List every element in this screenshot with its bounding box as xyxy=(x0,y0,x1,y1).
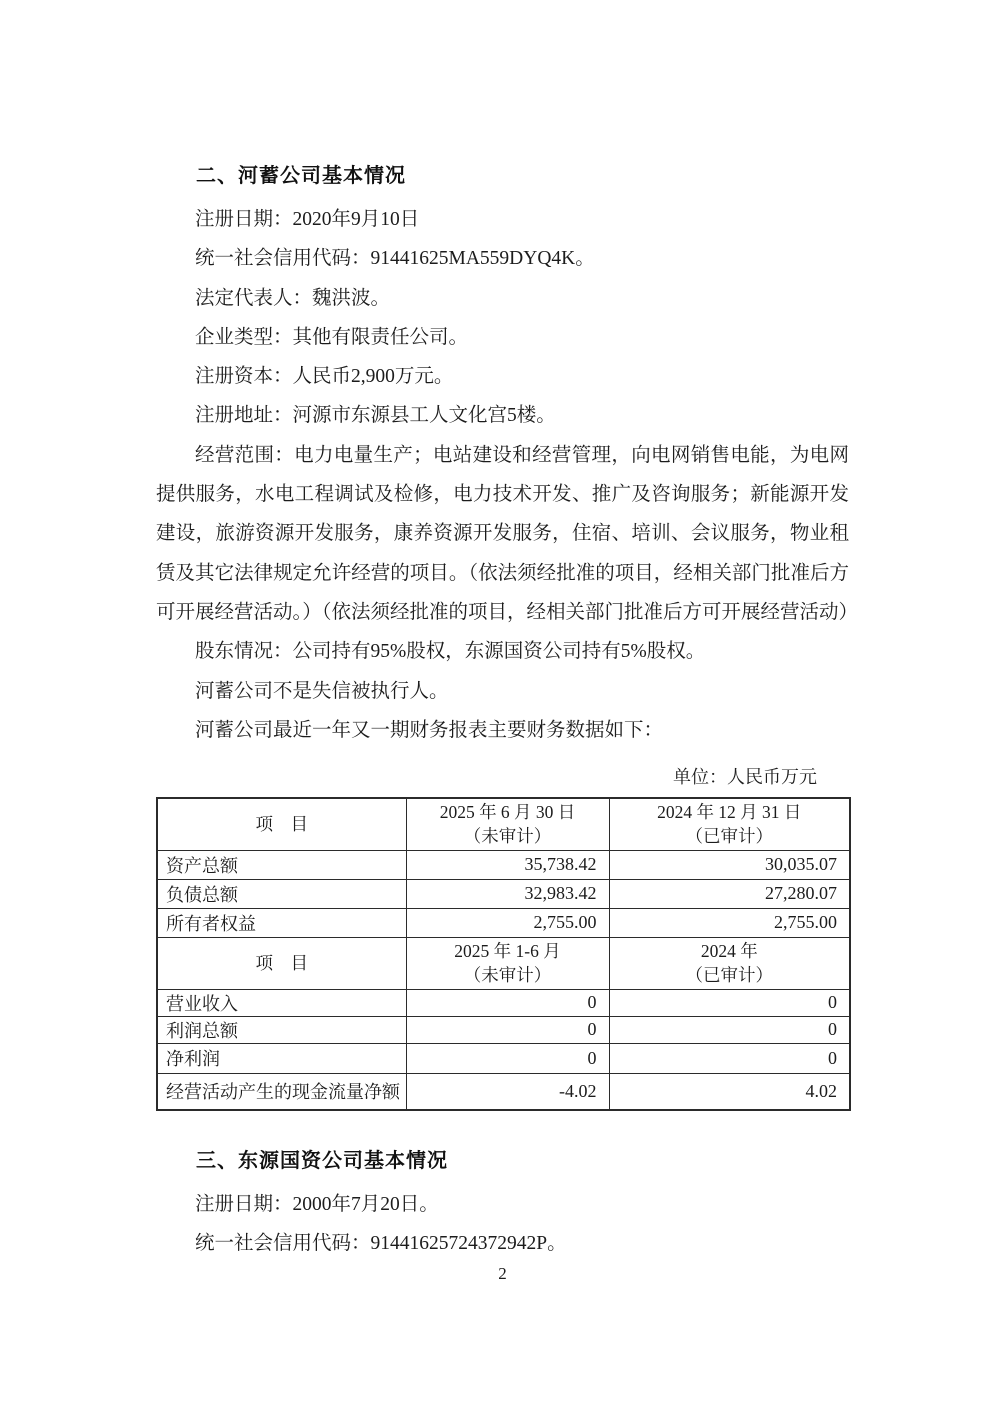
credit-status-line: 河蓄公司不是失信被执行人。 xyxy=(195,680,449,702)
income-header-col1-period: 2025 年 1-6 月 xyxy=(454,941,561,962)
page-number: 2 xyxy=(498,1263,507,1283)
row-value-col2: 2,755.00 xyxy=(609,908,850,937)
row-value-col1: 0 xyxy=(406,1016,609,1043)
balance-header-col2-cell xyxy=(609,798,850,850)
income-header-col1-audit: （未审计） xyxy=(463,965,552,986)
registered-address-line: 注册地址：河源市东源县工人文化宫5楼。 xyxy=(195,405,556,427)
balance-header-col2-audit: （已审计） xyxy=(685,826,773,847)
row-label: 所有者权益 xyxy=(157,908,406,937)
balance-header-col2-date: 2024 年 12 月 31 日 xyxy=(657,802,802,823)
shareholders-line: 股东情况：公司持有95%股权，东源国资公司持有5%股权。 xyxy=(195,641,706,663)
income-header-row xyxy=(157,937,850,989)
row-value-col1: 0 xyxy=(406,1043,609,1073)
credit-code-line: 统一社会信用代码：91441625MA559DYQ4K。 xyxy=(195,248,595,270)
page-content xyxy=(156,0,859,1284)
table-row-owners-equity xyxy=(157,908,850,937)
row-label: 净利润 xyxy=(157,1043,406,1073)
balance-header-col1-date: 2025 年 6 月 30 日 xyxy=(439,802,576,823)
table-intro-line: 河蓄公司最近一年又一期财务报表主要财务数据如下： xyxy=(195,719,664,741)
balance-header-col1-cell xyxy=(406,798,609,850)
row-label: 资产总额 xyxy=(157,850,406,879)
table-row-total-assets xyxy=(157,850,850,879)
row-label: 营业收入 xyxy=(157,989,406,1016)
registration-date-line: 注册日期：2020年9月10日 xyxy=(195,209,420,230)
balance-header-item-cell: 项 目 xyxy=(157,798,406,850)
table-row-total-profit xyxy=(157,1016,850,1043)
section-heading-dongyuan: 三、东源国资公司基本情况 xyxy=(196,1150,448,1173)
row-value-col1: 2,755.00 xyxy=(406,908,609,937)
table-row-operating-revenue xyxy=(157,989,850,1016)
balance-header-col1-audit: （未审计） xyxy=(463,826,552,847)
legal-representative-line: 法定代表人：魏洪波。 xyxy=(195,287,391,309)
row-value-col1: 32,983.42 xyxy=(406,879,609,908)
row-label: 经营活动产生的现金流量净额 xyxy=(157,1073,406,1110)
row-label: 利润总额 xyxy=(157,1016,406,1043)
row-value-col1: 0 xyxy=(406,989,609,1016)
balance-header-row xyxy=(157,798,850,850)
row-value-col2: 0 xyxy=(609,1043,850,1073)
row-label: 负债总额 xyxy=(157,879,406,908)
company-type-line: 企业类型：其他有限责任公司。 xyxy=(195,326,469,348)
registered-capital-line: 注册资本：人民币2,900万元。 xyxy=(195,366,454,388)
table-row-net-profit xyxy=(157,1043,850,1073)
income-header-col2-audit: （已审计） xyxy=(685,965,773,986)
row-value-col2: 0 xyxy=(609,1016,850,1043)
income-header-col1-cell xyxy=(406,937,609,989)
row-value-col2: 30,035.07 xyxy=(609,850,850,879)
table-unit-note: 单位：人民币万元 xyxy=(673,767,817,788)
row-value-col2: 0 xyxy=(609,989,850,1016)
income-header-col2-period: 2024 年 xyxy=(700,941,758,962)
income-header-col2-cell xyxy=(609,937,850,989)
dy-registration-date-line: 注册日期：2000年7月20日。 xyxy=(195,1194,439,1216)
dy-credit-code-line: 统一社会信用代码：91441625724372942P。 xyxy=(195,1233,567,1255)
income-header-item-cell: 项 目 xyxy=(157,937,406,989)
row-value-col1: 35,738.42 xyxy=(406,850,609,879)
row-value-col2: 4.02 xyxy=(609,1073,850,1110)
section-heading-hechu: 二、河蓄公司基本情况 xyxy=(196,165,406,187)
financial-data-table xyxy=(156,797,851,1111)
row-value-col1: -4.02 xyxy=(406,1073,609,1110)
table-row-operating-cash-flow xyxy=(157,1073,850,1110)
table-row-total-liabilities xyxy=(157,879,850,908)
document-page xyxy=(156,0,859,1284)
business-scope-paragraph: 经营范围：电力电量生产；电站建设和经营管理，向电网销售电能，为电网提供服务，水电工程调试及检修，电力技术开发、推广及咨询服务；新能源开发建设，旅游资源开发服务，康养资源开发服务，住宿、培训、会议服务，物业租赁及其它法律规定允许经营的项目。（依法须经批准的项目，经相关部门批准后方可开展经营活动。）（依法须经批准的项目，经相关部门批准后方可开展经营活动） xyxy=(156,444,859,623)
row-value-col2: 27,280.07 xyxy=(609,879,850,908)
